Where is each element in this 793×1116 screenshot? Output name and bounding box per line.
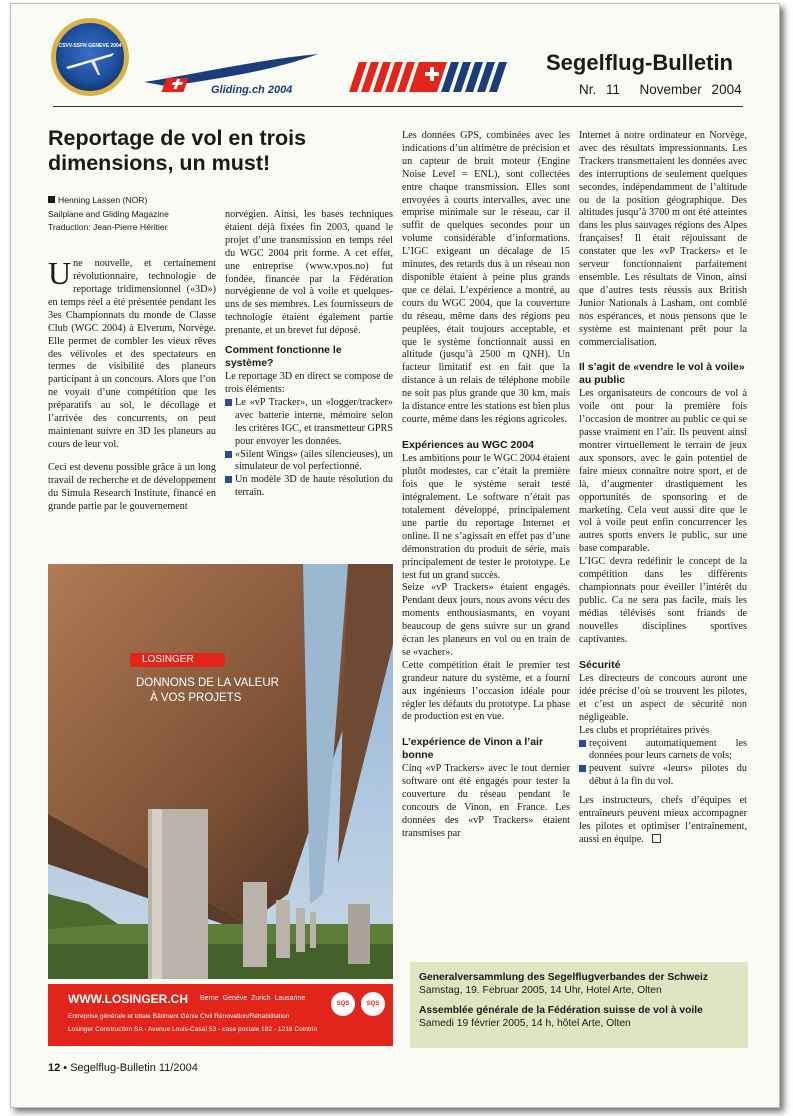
end-mark-icon [652, 834, 661, 843]
ad-url: WWW.LOSINGER.CH [68, 992, 188, 1006]
glider-icon [56, 23, 124, 91]
bullet-item [579, 763, 747, 789]
notice-fr-title: Assemblée générale de la Fédération suisse de vol à voile [419, 1005, 703, 1016]
col3-paragraph-3: Seize «vP Trackers» étaient engagés. Pendant deux jours, nous avons vécu des moments enthousiasmants, en voyant beaucoup de gens suivre sur un grand écran les planeurs en vol ou en train de se «vacher». [402, 582, 570, 658]
bullet-text: «Silent Wings» (ailes silencieuses), un simulateur de vol perfectionné. [235, 448, 393, 473]
col4-paragraph-1: Internet à notre ordinateur en Norvège, avec des résultats impressionnants. Les Trackers transmettaient les données avec des interruptions de seulement quelques secondes, indépendamment de l’altitude ou de la position géographique. Des altitudes jusqu’à 3700 m ont été atteintes dans les plus sauvages régions des Alpes françaises! Il était réjouissant de constater que les «vP Trackers» et le serveur fonctionnaient parfaitement ensemble. Les résultats de Vinon, ainsi que d’autres tests réussis aux British Junior Nationals à Lasham, ont comblé nos espérances, et nous pensons que le système est maintenant prêt pour la commercialisation. [579, 130, 747, 348]
col4-paragraph-6-text: Les instructeurs, chefs d’équipes et entraîneurs peuvent mieux accompagner les pilotes et optimiser l’entraînement, aussi en équipe. [579, 795, 747, 845]
issue-number: Nr. 11 [579, 82, 621, 97]
magazine-page [10, 3, 780, 1108]
heading-vinon: L’expérience de Vinon a l’air bonne [402, 736, 544, 761]
bridge-photo [48, 564, 393, 979]
col2-paragraph-1: norvégien. Ainsi, les bases techniques étaient déjà fixées fin 2003, quand le projet d’une transmission en temps réel du WGC 2004 prit forme. A cet effet, une entreprise (www.vpos.no) fut fondée, financée par la Fédération norvégienne de vol à voile et quelques-uns de ses membres. Les fournisseurs de technologie étaient également partie prenante, et un brevet fut déposé. [225, 209, 393, 337]
header-rule [53, 106, 743, 107]
issue-date: November 2004 [639, 82, 742, 97]
col3-paragraph-4: Cette compétition était le premier test grandeur nature du système, et a fourni aux ingénieurs l’occasion idéale pour régler les défauts du prototype. La phase de production est en vue. [402, 659, 570, 723]
bullet-square-icon [225, 451, 232, 458]
col4-paragraph-4: Les directeurs de concours auront une idée précise d’où se trouvent les pilotes, et c’est un aspect de sécurité non négligeable. [579, 673, 747, 723]
col4-paragraph-5: Les clubs et propriétaires privés [579, 724, 710, 736]
col3-paragraph-1: Les données GPS, combinées avec les indications d’un altimètre de précision et un capteur de bruit moteur (Engine Noise Level = ENL), sont collectées entre chaque transmission. Elles sont envoyées à courts intervalles, avec une emprise minimale sur le réseau, car il suffit de quelques secondes pour un volume considérable d’informations. L’IGC exigeant un décalage de 15 minutes, des retards dus à un réseau non disponible étaient à peine plus grands que ce délai. L’expérience a montré, au cours du WGC 2004, que la couverture du réseau, même dans des régions peu peuplées, était toujours acceptable, et que le système fonctionnait aussi en altitude (jusqu’à 2500 m QNH). Un facteur limitatif est en fait que la distance à un relais de téléphone mobile ne soit pas plus grande que 30 km, mais la distance entre les stations est bien plus courte, même dans les régions agricoles. [402, 130, 570, 425]
notice-fr-detail: Samedi 19 février 2005, 14 h, hôtel Arte, Olten [419, 1018, 631, 1029]
heading-securite: Sécurité [579, 658, 621, 671]
bullet-square-icon [579, 740, 586, 747]
bullet-square-icon [225, 476, 232, 483]
col3-paragraph-2: Les ambitions pour le WGC 2004 étaient plutôt modestes, car c’était la première fois que le système serait testé intégralement. Le software n’était pas totalement développé, principalement une partie du reportage Internet et online. Il ne s’agissait en effet pas d’une démonstration du produit de série, mais principalement de tester le prototype. Le test fut un grand succès. [402, 453, 570, 581]
column-1 [48, 248, 216, 524]
byline-square-icon [48, 196, 55, 203]
brand-text: Gliding.ch 2004 [211, 84, 293, 96]
bullet-text: peuvent suivre «leurs» pilotes du début à la fin du vol. [589, 763, 747, 788]
issue-line [579, 82, 742, 97]
bullet-item [225, 474, 393, 500]
heading-comment-fonctionne: Comment fonctionne le système? [225, 344, 342, 369]
col1-paragraph-1: ne nouvelle, et certainement révolutionnaire, technologie de reportage tridimensionnel («3D») en temps réel a été présentée pendant les 3es Championnats du monde de Classe Club (WGC 2004) à Elverum, Norvège. Elle permet de combler les vieux rêves des vélivoles et des spectateurs en termes de visibilité des planeurs participant à un concours. Alors que l’on ne voyait d’une compétition que les préparatifs au sol, le décollage et l’arrivée des concurrents, on peut maintenant suivre en 3D les planeurs au cours de leur vol. [48, 258, 216, 450]
drop-cap: U [48, 255, 72, 292]
article-headline: Reportage de vol en trois dimensions, un must! [48, 126, 307, 175]
bullet-square-icon [579, 765, 586, 772]
bullet-text: Un modèle 3D de haute résolution du terrain. [235, 474, 393, 499]
ad-footer-banner [48, 984, 393, 1046]
col4-paragraph-3: L’IGC devra redéfinir le concept de la compétition dans les différents championnats pour éveiller l’intérêt du public. Ca ne sera pas facile, mais les médias télévisés sont friands de nouvelles disciplines sportives captivantes. [579, 556, 747, 645]
page-footer: 12 • Segelflug-Bulletin 11/2004 [48, 1062, 198, 1074]
byline-source: Sailplane and Gliding Magazine [48, 208, 169, 219]
sqs-certification-icon: SQS [361, 992, 385, 1016]
col2-paragraph-2: Le reportage 3D en direct se compose de trois éléments: [225, 371, 393, 395]
ad-slogan-line-2: À VOS PROJETS [150, 692, 242, 704]
footer-publication: Segelflug-Bulletin 11/2004 [70, 1062, 198, 1074]
bullet-item [225, 397, 393, 449]
ad-brand-label: LOSINGER [130, 653, 225, 667]
byline [48, 194, 218, 235]
byline-author: Henning Lassen (NOR) [58, 195, 148, 205]
bulletin-title: Segelflug-Bulletin [546, 50, 733, 75]
page-number: 12 [48, 1062, 61, 1074]
heading-experiences: Expériences au WGC 2004 [402, 438, 534, 451]
ad-services: Entreprise générale et totale Bâtiment Génie Civil Rénovation/Réhabilitation [68, 1013, 290, 1020]
column-3 [402, 130, 570, 841]
championship-logo [51, 18, 129, 96]
bullet-item [579, 738, 747, 764]
bullet-square-icon [225, 399, 232, 406]
col3-paragraph-5: Cinq «vP Trackers» avec le tout dernier software ont été engagés pour tester la couverture du réseau pendant le concours de Vinon, en France. Les données des «vP Trackers» étaient transmises par [402, 763, 570, 839]
ad-slogan [136, 676, 336, 706]
ad-address: Losinger Construction SA - Avenue Louis-Casaï 53 - case postale 182 - 1216 Cointrin [68, 1026, 318, 1033]
heading-vendre: Il s’agit de «vendre le vol à voile» au public [579, 361, 745, 386]
column-2 [225, 209, 393, 500]
ad-slogan-line-1: DONNONS DE LA VALEUR [136, 677, 279, 689]
ad-cities: Berne Genève Zurich Lausanne [200, 995, 306, 1002]
swiss-stripes-logo [347, 60, 517, 94]
sqs-certification-icon: SQS [331, 992, 355, 1016]
assembly-notice-box [410, 962, 748, 1048]
col4-paragraph-2: Les organisateurs de concours de vol à voile ont pour la première fois l’occasion de montrer au public ce qui se passe vraiment en l’air. Ils peuvent ainsi montrer virtuellement le terrain de jeux aux sponsors, avec le gain potentiel de faire mieux connaître notre sport, et de là, d’augmenter drastiquement les opportunités de sponsoring et de marketing. Cela veut aussi dire que le vol à voile peut enfin concurrencer les autres sports envers le public, sur une base comparable. [579, 388, 747, 555]
col4-paragraph-6 [579, 795, 747, 847]
column-4 [579, 130, 747, 847]
bullet-item [225, 449, 393, 475]
losinger-advertisement [48, 564, 393, 979]
notice-de-title: Generalversammlung des Segelflugverbandes der Schweiz [419, 972, 708, 983]
bullet-text: reçoivent automatiquement les données pour leurs carnets de vols; [589, 737, 747, 762]
col1-paragraph-2: Ceci est devenu possible grâce à un long travail de recherche et de développement du Simula Research Institute, financé en grande partie par le gouvernement [48, 461, 216, 512]
byline-translation: Traduction: Jean-Pierre Héritier [48, 222, 168, 232]
notice-de-detail: Samstag, 19. Februar 2005, 14 Uhr, Hotel Arte, Olten [419, 985, 662, 996]
logo-badge-text: CSVV-SSFN GENEVE 2004 [58, 43, 122, 49]
bullet-text: Le «vP Tracker», un «logger/tracker» avec batterie interne, mémoire selon les critères IGC, et transmetteur GPRS pour envoyer les données. [235, 396, 393, 447]
